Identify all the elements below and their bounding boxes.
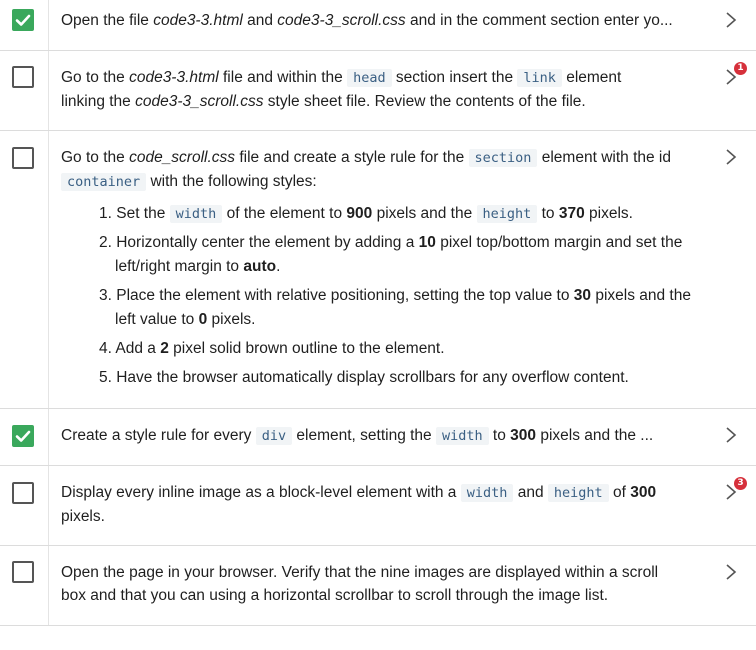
task-row-5[interactable]: [0, 466, 756, 546]
task-6-text: Open the page in your browser. Verify that the nine images are displayed within a scroll box and that you can using a horizontal scrollbar to scroll through the image list.: [61, 564, 659, 604]
chevron-right-icon[interactable]: [723, 563, 739, 581]
task-row-1[interactable]: [0, 0, 756, 51]
task-6-checkbox[interactable]: [12, 561, 34, 583]
checkmark-icon: [15, 428, 31, 444]
chevron-right-icon[interactable]: [723, 426, 739, 444]
task-row-2[interactable]: [0, 51, 756, 131]
task-2-text: Go to the code3-3.html file and within the head section insert the link element linking the code3-3_scroll.css style sheet file. Review the contents of the file.: [61, 69, 622, 110]
task-4-checkbox[interactable]: [12, 425, 34, 447]
chevron-right-icon[interactable]: [723, 148, 739, 166]
task-3-text: Go to the code_scroll.css file and create a style rule for the section element with the id container with the following styles:: [61, 149, 671, 190]
task-3-steps: [99, 202, 709, 395]
step-item: 4. Add a 2 pixel solid brown outline to the element.: [99, 340, 445, 357]
step-item: 1. Set the width of the element to 900 pixels and the height to 370 pixels.: [99, 205, 633, 222]
task-1-checkbox[interactable]: [12, 9, 34, 31]
task-row-6[interactable]: [0, 546, 756, 626]
task-5-text: Display every inline image as a block-level element with a width and height of 300 pixels.: [61, 484, 657, 525]
task-3-checkbox[interactable]: [12, 147, 34, 169]
task-4-text: Create a style rule for every div element, setting the width to 300 pixels and the ...: [61, 427, 654, 444]
checkmark-icon: [15, 12, 31, 28]
step-item: 5. Have the browser automatically display scrollbars for any overflow content.: [99, 369, 629, 386]
step-item: 3. Place the element with relative positioning, setting the top value to 30 pixels and the left value to 0 pixels.: [99, 287, 691, 328]
step-item: 2. Horizontally center the element by adding a 10 pixel top/bottom margin and set the left/right margin to auto.: [99, 234, 683, 275]
notification-badge: 1: [734, 62, 747, 75]
task-row-4[interactable]: [0, 409, 756, 466]
task-2-checkbox[interactable]: [12, 66, 34, 88]
task-row-3[interactable]: [0, 131, 756, 409]
chevron-right-icon[interactable]: [723, 11, 739, 29]
task-5-checkbox[interactable]: [12, 482, 34, 504]
notification-badge: 3: [734, 477, 747, 490]
task-1-text: Open the file code3-3.html and code3-3_scroll.css and in the comment section enter yo...: [61, 12, 673, 29]
